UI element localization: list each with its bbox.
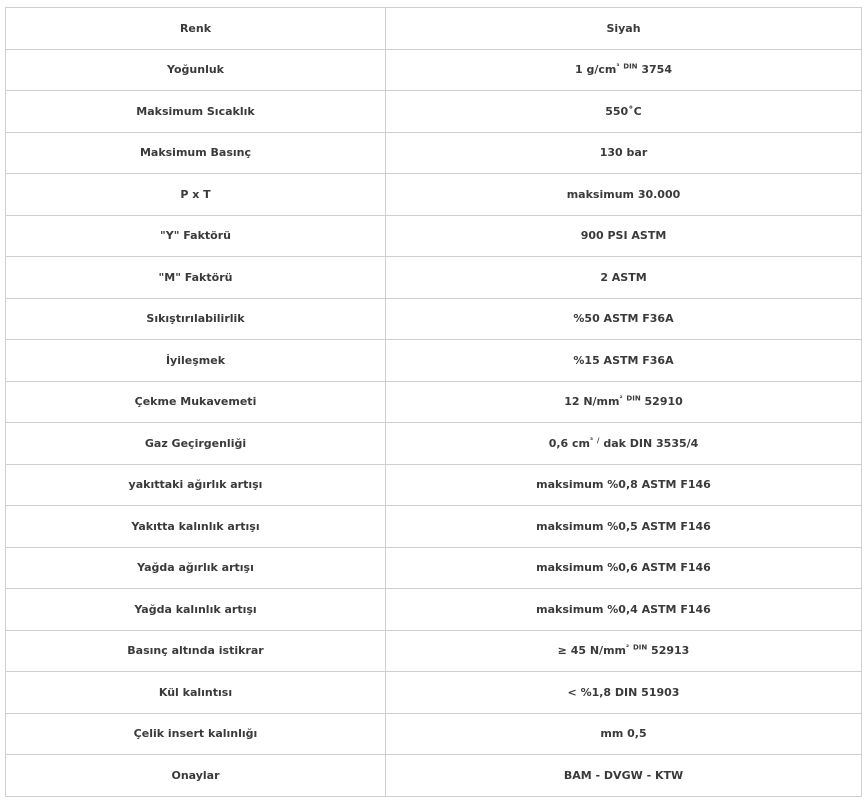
value-superscript: DIN [626,394,641,403]
value-superscript: DIN [623,62,638,71]
table-row [6,8,862,50]
value-superscript: ² [619,394,623,403]
value-text: ≥ 45 N/mm [557,644,627,658]
value-cell: 2 ASTM [386,257,862,299]
value-cell: maksimum %0,8 ASTM F146 [386,464,862,506]
property-cell: Yakıtta kalınlık artışı [6,506,386,548]
table-row [6,174,862,216]
value-text: 1 g/cm [574,63,617,77]
value-cell: maksimum %0,4 ASTM F146 [386,589,862,631]
property-cell: yakıttaki ağırlık artışı [6,464,386,506]
property-cell: İyileşmek [6,340,386,382]
value-cell: maksimum 30.000 [386,174,862,216]
property-cell: "Y" Faktörü [6,215,386,257]
value-cell [386,381,862,423]
table-row [6,713,862,755]
property-cell: P x T [6,174,386,216]
value-cell: < %1,8 DIN 51903 [386,672,862,714]
property-cell: Yoğunluk [6,49,386,91]
table-row [6,630,862,672]
value-cell: mm 0,5 [386,713,862,755]
table-row [6,298,862,340]
table-row [6,506,862,548]
property-cell: Yağda kalınlık artışı [6,589,386,631]
value-cell: 550˚C [386,91,862,133]
property-cell: Gaz Geçirgenliği [6,423,386,465]
value-text: 52910 [640,395,683,409]
value-cell: maksimum %0,6 ASTM F146 [386,547,862,589]
property-cell: Çekme Mukavemeti [6,381,386,423]
value-cell: 130 bar [386,132,862,174]
value-cell [386,423,862,465]
property-cell: Maksimum Sıcaklık [6,91,386,133]
value-cell: BAM - DVGW - KTW [386,755,862,797]
value-cell [386,630,862,672]
value-cell: 900 PSI ASTM [386,215,862,257]
table-row [6,132,862,174]
property-cell: Maksimum Basınç [6,132,386,174]
value-cell: Siyah [386,8,862,50]
table-row [6,589,862,631]
table-row [6,91,862,133]
value-text: 52913 [647,644,690,658]
value-text: 12 N/mm [564,395,620,409]
table-row [6,257,862,299]
property-cell: Basınç altında istikrar [6,630,386,672]
table-row [6,423,862,465]
value-superscript: DIN [632,643,648,652]
property-cell: Kül kalıntısı [6,672,386,714]
table-row [6,49,862,91]
value-cell [386,49,862,91]
value-text: dak DIN 3535/4 [599,436,699,450]
value-superscript: / [596,436,600,445]
specification-table [5,7,862,797]
table-row [6,340,862,382]
table-row [6,547,862,589]
property-cell: Çelik insert kalınlığı [6,713,386,755]
property-cell: Renk [6,8,386,50]
value-text: 3754 [637,63,672,77]
property-cell: "M" Faktörü [6,257,386,299]
value-superscript: ³ [616,62,620,71]
property-cell: Sıkıştırılabilirlik [6,298,386,340]
value-cell: %15 ASTM F36A [386,340,862,382]
value-text: 0,6 cm [548,436,590,450]
value-cell: %50 ASTM F36A [386,298,862,340]
table-row [6,215,862,257]
table-row [6,381,862,423]
value-superscript: ² [626,643,630,652]
value-superscript: ³ [590,436,594,445]
property-cell: Onaylar [6,755,386,797]
table-row [6,755,862,797]
table-row [6,464,862,506]
table-row [6,672,862,714]
property-cell: Yağda ağırlık artışı [6,547,386,589]
value-cell: maksimum %0,5 ASTM F146 [386,506,862,548]
